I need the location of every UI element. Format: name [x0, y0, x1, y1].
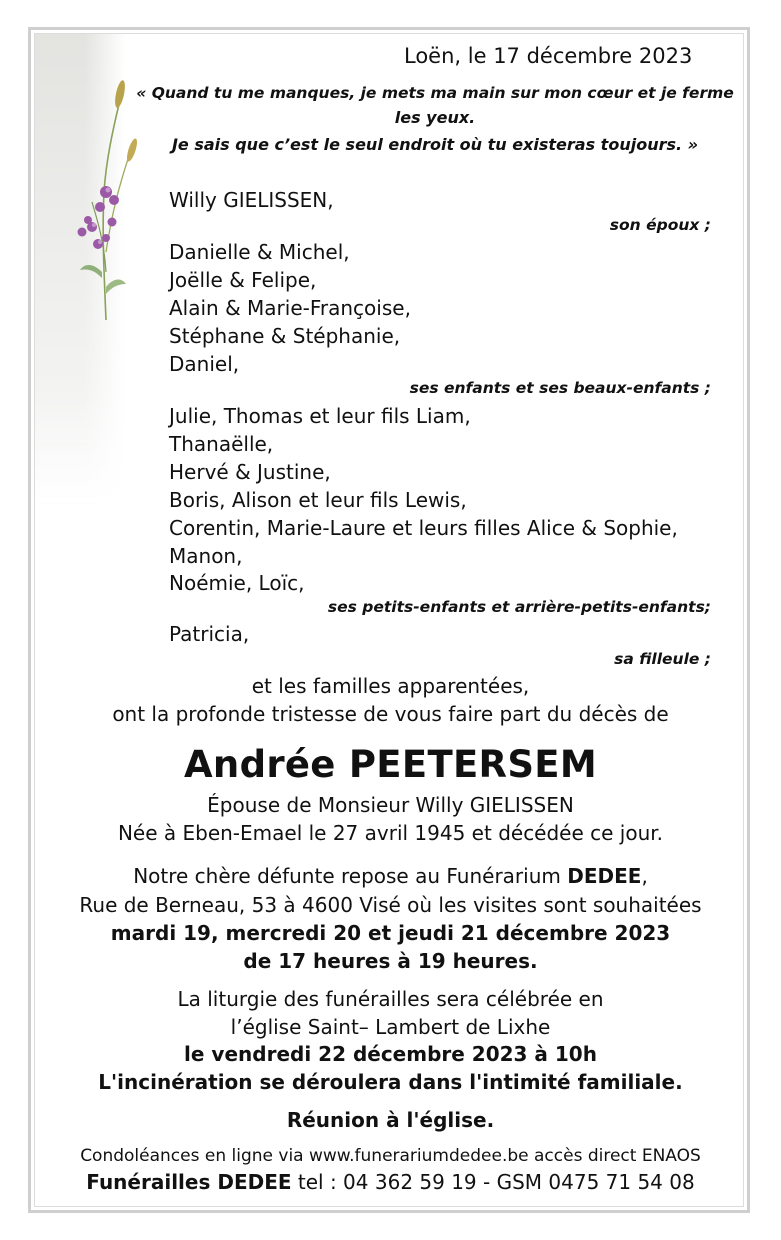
service-line-2: l’église Saint– Lambert de Lixhe — [230, 1015, 551, 1039]
place-date: Loën, le 17 décembre 2023 — [404, 44, 693, 68]
grandchild-name: Noémie, Loïc, — [169, 571, 305, 595]
families-line: et les familles apparentées, — [251, 674, 530, 698]
child-name: Stéphane & Stéphanie, — [169, 324, 401, 348]
contact-line — [35, 1170, 746, 1194]
birth-death-line: Née à Eben-Emael le 27 avril 1945 et décédée ce jour. — [117, 821, 664, 845]
child-name: Joëlle & Felipe, — [169, 268, 317, 292]
grandchild-name: Thanaëlle, — [169, 432, 274, 456]
deceased-name: Andrée PEETERSEM — [184, 743, 597, 786]
condolences-line: Condoléances en ligne via www.funerariumdedee.be accès direct ENAOS — [80, 1146, 701, 1166]
spouse-relation: son époux ; — [609, 216, 711, 234]
quote-line-3: Je sais que c’est le seul endroit où tu existeras toujours. » — [171, 135, 699, 154]
visitation-line-1 — [35, 864, 746, 888]
visitation-hours: de 17 heures à 19 heures. — [243, 949, 538, 973]
grandchildren-relation: ses petits-enfants et arrière-petits-enfants; — [327, 598, 711, 616]
grandchild-name: Corentin, Marie-Laure et leurs filles Alice & Sophie, — [169, 516, 678, 540]
grandchild-name: Manon, — [169, 544, 243, 568]
quote-line-2: les yeux. — [394, 108, 476, 127]
children-relation: ses enfants et ses beaux-enfants ; — [409, 379, 711, 397]
child-name: Danielle & Michel, — [169, 240, 350, 264]
cremation-line: L'incinération se déroulera dans l'intimité familiale. — [98, 1070, 683, 1094]
visitation-line-1-prefix: Notre chère défunte repose au Funérarium — [133, 864, 568, 888]
grandchild-name: Hervé & Justine, — [169, 460, 331, 484]
goddaughter-name: Patricia, — [169, 622, 250, 646]
visitation-address: Rue de Berneau, 53 à 4600 Visé où les visites sont souhaitées — [79, 893, 702, 917]
grandchild-name: Boris, Alison et leur fils Lewis, — [169, 488, 467, 512]
goddaughter-relation: sa filleule ; — [614, 650, 711, 668]
child-name: Alain & Marie-Françoise, — [169, 296, 411, 320]
announce-line: ont la profonde tristesse de vous faire part du décès de — [112, 702, 669, 726]
grandchild-name: Julie, Thomas et leur fils Liam, — [169, 404, 471, 428]
visitation-line-1-suffix: , — [641, 864, 648, 888]
child-name: Daniel, — [169, 352, 240, 376]
spouse-name: Willy GIELISSEN, — [169, 188, 334, 212]
visitation-days: mardi 19, mercredi 20 et jeudi 21 décembre 2023 — [110, 921, 671, 945]
service-line-1: La liturgie des funérailles sera célébrée en — [177, 987, 604, 1011]
quote-line-1: « Quand tu me manques, je mets ma main sur mon cœur et je ferme — [136, 84, 734, 102]
contact-info: tel : 04 362 59 19 - GSM 0475 71 54 08 — [291, 1170, 695, 1194]
meeting-line: Réunion à l'église. — [286, 1108, 495, 1132]
spouse-line: Épouse de Monsieur Willy GIELISSEN — [207, 793, 574, 817]
service-datetime: le vendredi 22 décembre 2023 à 10h — [184, 1042, 597, 1066]
company-name: Funérailles DEDEE — [86, 1170, 292, 1194]
funerarium-name: DEDEE — [567, 864, 642, 888]
